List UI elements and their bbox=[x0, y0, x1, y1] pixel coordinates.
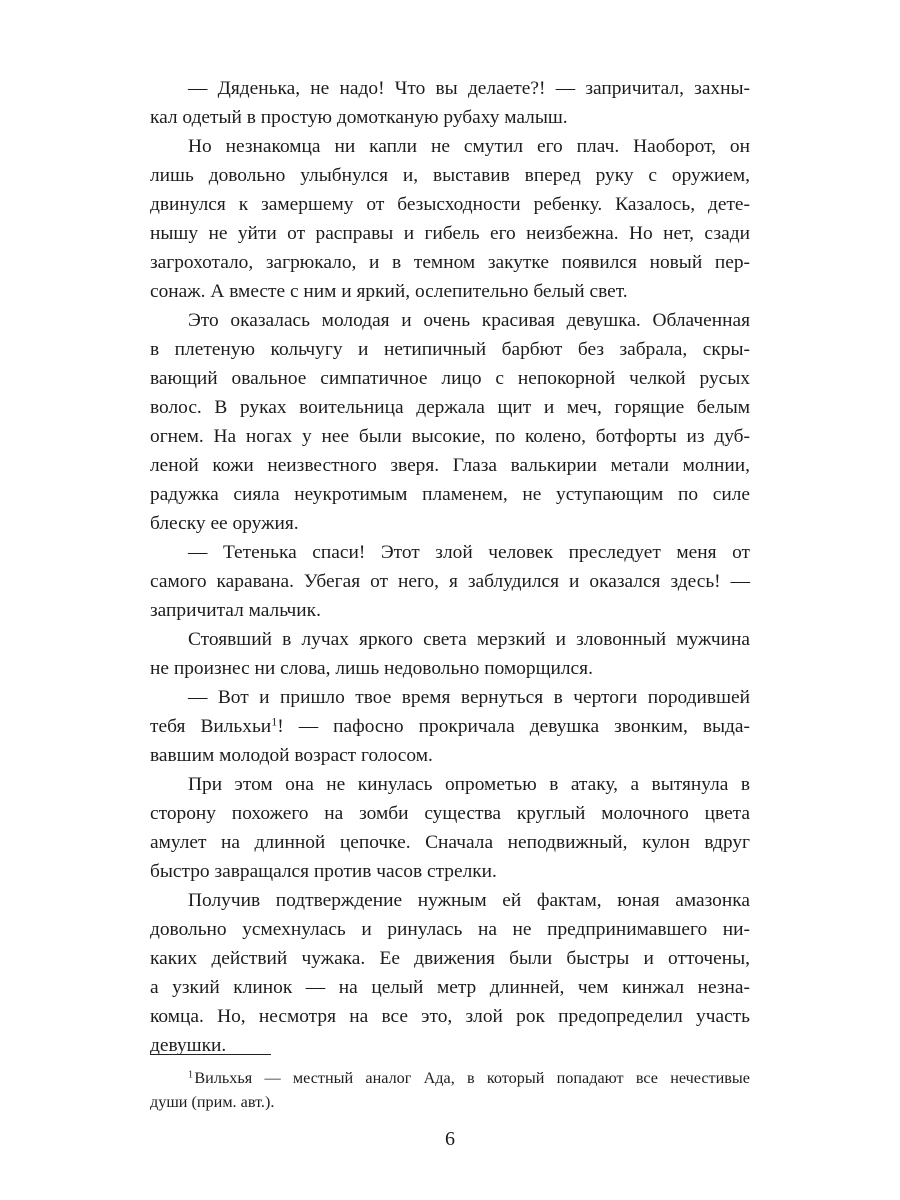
text-line: При этом она не кинулась опрометью в атаку, а вытянула в bbox=[188, 774, 750, 795]
text-line: самого каравана. Убегая от него, я заблудился и оказался здесь! — bbox=[150, 571, 750, 592]
footnote-reference[interactable]: 1 bbox=[271, 714, 278, 729]
text-line: — Вот и пришло твое время вернуться в чертоги породившей bbox=[188, 687, 750, 708]
text-line: — Дяденька, не надо! Что вы делаете?! — запричитал, захны- bbox=[188, 78, 750, 99]
text-line: амулет на длинной цепочке. Сначала неподвижный, кулон вдруг bbox=[150, 832, 750, 853]
paragraph-6 bbox=[150, 683, 750, 770]
text-line: блеску ее оружия. bbox=[150, 513, 299, 534]
footnote bbox=[150, 1066, 750, 1114]
paragraph-7 bbox=[150, 770, 750, 886]
text-line: каких действий чужака. Ее движения были быстры и отточены, bbox=[150, 948, 750, 969]
text-line: радужка сияла неукротимым пламенем, не уступающим по силе bbox=[150, 484, 750, 505]
text-line: не произнес ни слова, лишь недовольно поморщился. bbox=[150, 658, 593, 679]
footnote-line: души (прим. авт.). bbox=[150, 1093, 275, 1111]
footnote-text: Вильхья — местный аналог Ада, в который попадают все нечестивые bbox=[194, 1069, 750, 1087]
text-line: двинулся к замершему от безысходности ребенку. Казалось, дете- bbox=[150, 194, 750, 215]
text-line bbox=[150, 712, 750, 741]
paragraph-5 bbox=[150, 625, 750, 683]
text-line: сторону похожего на зомби существа круглый молочного цвета bbox=[150, 803, 750, 824]
text-line: в плетеную кольчугу и нетипичный барбют без забрала, скры- bbox=[150, 339, 750, 360]
page-body bbox=[150, 74, 750, 1060]
text-fragment: ! — пафосно прокричала девушка звонким, выда- bbox=[277, 716, 750, 737]
text-line: довольно усмехнулась и ринулась на не предпринимавшего ни- bbox=[150, 919, 750, 940]
text-line: Но незнакомца ни капли не смутил его плач. Наоборот, он bbox=[188, 136, 750, 157]
text-line: девушки. bbox=[150, 1035, 227, 1056]
text-line: запричитал мальчик. bbox=[150, 600, 321, 621]
text-line: — Тетенька спаси! Этот злой человек преследует меня от bbox=[188, 542, 750, 563]
text-line: вавшим молодой возраст голосом. bbox=[150, 745, 433, 766]
paragraph-1 bbox=[150, 74, 750, 132]
paragraph-2 bbox=[150, 132, 750, 306]
text-line: быстро завращался против часов стрелки. bbox=[150, 861, 497, 882]
text-line: Это оказалась молодая и очень красивая девушка. Облаченная bbox=[188, 310, 750, 331]
page-number: 6 bbox=[445, 1128, 455, 1150]
text-line: волос. В руках воительница держала щит и меч, горящие белым bbox=[150, 397, 750, 418]
paragraph-8 bbox=[150, 886, 750, 1060]
paragraph-4 bbox=[150, 538, 750, 625]
text-line: нышу не уйти от расправы и гибель его неизбежна. Но нет, сзади bbox=[150, 223, 750, 244]
footnote-divider bbox=[150, 1054, 271, 1055]
text-fragment: тебя Вильхьи bbox=[150, 716, 272, 737]
text-line: Стоявший в лучах яркого света мерзкий и зловонный мужчина bbox=[188, 629, 750, 650]
text-line: сонаж. А вместе с ним и яркий, ослепительно белый свет. bbox=[150, 281, 628, 302]
text-line: вающий овальное симпатичное лицо с непокорной челкой русых bbox=[150, 368, 750, 389]
footnote-line bbox=[150, 1066, 750, 1090]
text-line: а узкий клинок — на целый метр длинней, чем кинжал незна- bbox=[150, 977, 750, 998]
text-line: Получив подтверждение нужным ей фактам, юная амазонка bbox=[188, 890, 750, 911]
text-line: загрохотало, загрюкало, и в темном закутке появился новый пер- bbox=[150, 252, 750, 273]
text-line: кал одетый в простую домотканую рубаху малыш. bbox=[150, 107, 568, 128]
text-line: леной кожи неизвестного зверя. Глаза валькирии метали молнии, bbox=[150, 455, 750, 476]
text-line: огнем. На ногах у нее были высокие, по колено, ботфорты из дуб- bbox=[150, 426, 750, 447]
text-line: лишь довольно улыбнулся и, выставив вперед руку с оружием, bbox=[150, 165, 750, 186]
paragraph-3 bbox=[150, 306, 750, 538]
text-line: комца. Но, несмотря на все это, злой рок предопределил участь bbox=[150, 1006, 750, 1027]
footnote-marker: 1 bbox=[188, 1069, 194, 1081]
